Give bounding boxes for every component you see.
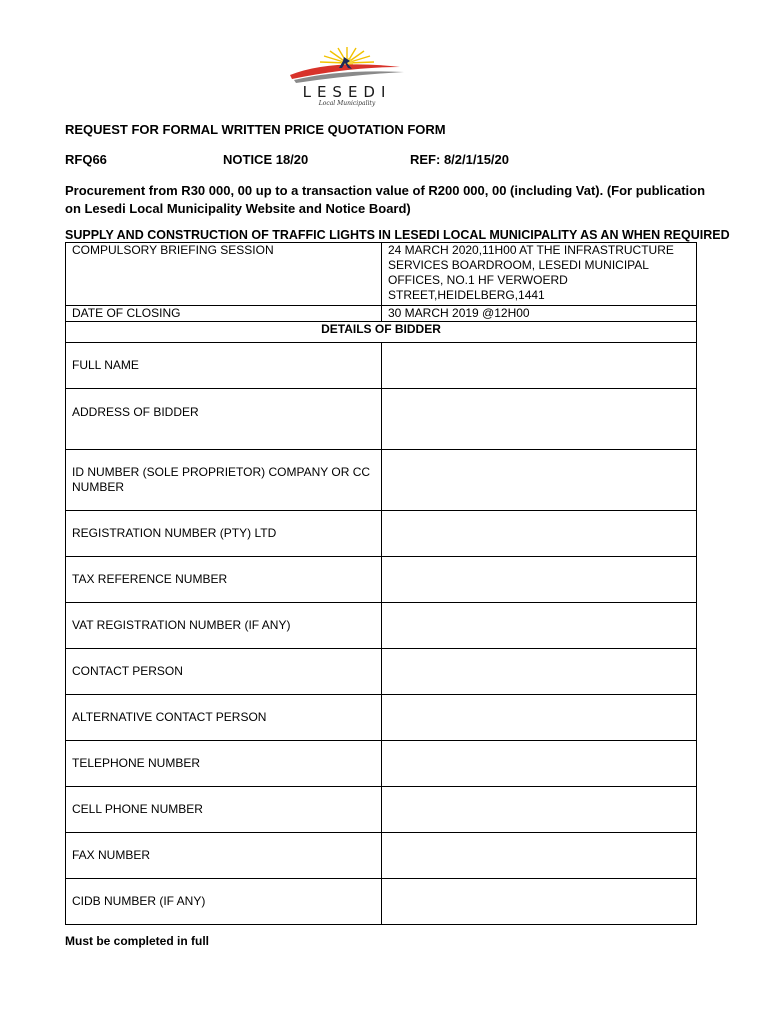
field-input-telephone[interactable] [382, 741, 697, 787]
field-label-vat-number: VAT REGISTRATION NUMBER (IF ANY) [66, 603, 382, 649]
sun-swoosh-icon [270, 45, 424, 85]
table-row [66, 879, 697, 925]
field-label-fax: FAX NUMBER [66, 833, 382, 879]
table-row [66, 649, 697, 695]
closing-row [66, 306, 697, 322]
field-input-contact-person[interactable] [382, 649, 697, 695]
field-label-cell-phone: CELL PHONE NUMBER [66, 787, 382, 833]
procurement-paragraph: Procurement from R30 000, 00 up to a transaction value of R200 000, 00 (including Vat). (For publication on Lesedi Local Municipality Website and Notice Board) [65, 183, 706, 216]
field-label-contact-person: CONTACT PERSON [66, 649, 382, 695]
field-label-telephone: TELEPHONE NUMBER [66, 741, 382, 787]
rfq-number: RFQ66 [65, 152, 107, 167]
notice-number: NOTICE 18/20 [223, 152, 309, 167]
field-label-cidb: CIDB NUMBER (IF ANY) [66, 879, 382, 925]
logo-subtitle: Local Municipality [318, 100, 376, 107]
table-row [66, 787, 697, 833]
field-input-address[interactable] [382, 389, 697, 450]
reference-number: REF: 8/2/1/15/20 [410, 152, 509, 167]
field-label-alt-contact: ALTERNATIVE CONTACT PERSON [66, 695, 382, 741]
details-heading-row [66, 322, 697, 343]
briefing-value: 24 MARCH 2020,11H00 AT THE INFRASTRUCTURE SERVICES BOARDROOM, LESEDI MUNICIPAL OFFICES, NO.1 HF VERWOERD STREET,HEIDELBERG,1441 [382, 243, 697, 306]
field-label-id-number: ID NUMBER (SOLE PROPRIETOR) COMPANY OR CC NUMBER [66, 450, 382, 511]
closing-label: DATE OF CLOSING [66, 306, 382, 322]
field-input-fax[interactable] [382, 833, 697, 879]
logo-name: LESEDI [302, 83, 392, 101]
details-heading: DETAILS OF BIDDER [66, 322, 697, 343]
footer-note: Must be completed in full [65, 934, 210, 948]
field-label-address: ADDRESS OF BIDDER [66, 389, 382, 450]
field-input-registration-number[interactable] [382, 511, 697, 557]
field-input-alt-contact[interactable] [382, 695, 697, 741]
bidder-form-table [65, 242, 697, 925]
field-input-id-number[interactable] [382, 450, 697, 511]
field-input-tax-reference[interactable] [382, 557, 697, 603]
table-row [66, 695, 697, 741]
table-row [66, 741, 697, 787]
field-label-full-name: FULL NAME [66, 343, 382, 389]
field-input-vat-number[interactable] [382, 603, 697, 649]
field-input-full-name[interactable] [382, 343, 697, 389]
field-label-registration-number: REGISTRATION NUMBER (PTY) LTD [66, 511, 382, 557]
table-row [66, 557, 697, 603]
table-row [66, 389, 697, 450]
field-input-cidb[interactable] [382, 879, 697, 925]
supply-heading: SUPPLY AND CONSTRUCTION OF TRAFFIC LIGHTS IN LESEDI LOCAL MUNICIPALITY AS AN WHEN REQUIRED [65, 228, 730, 242]
briefing-label: COMPULSORY BRIEFING SESSION [66, 243, 382, 306]
table-row [66, 343, 697, 389]
field-label-tax-reference: TAX REFERENCE NUMBER [66, 557, 382, 603]
table-row [66, 833, 697, 879]
table-row [66, 603, 697, 649]
table-row [66, 511, 697, 557]
lesedi-logo [270, 45, 424, 113]
field-input-cell-phone[interactable] [382, 787, 697, 833]
closing-value: 30 MARCH 2019 @12H00 [382, 306, 697, 322]
form-title: REQUEST FOR FORMAL WRITTEN PRICE QUOTATION FORM [65, 122, 446, 137]
briefing-row [66, 243, 697, 306]
table-row [66, 450, 697, 511]
